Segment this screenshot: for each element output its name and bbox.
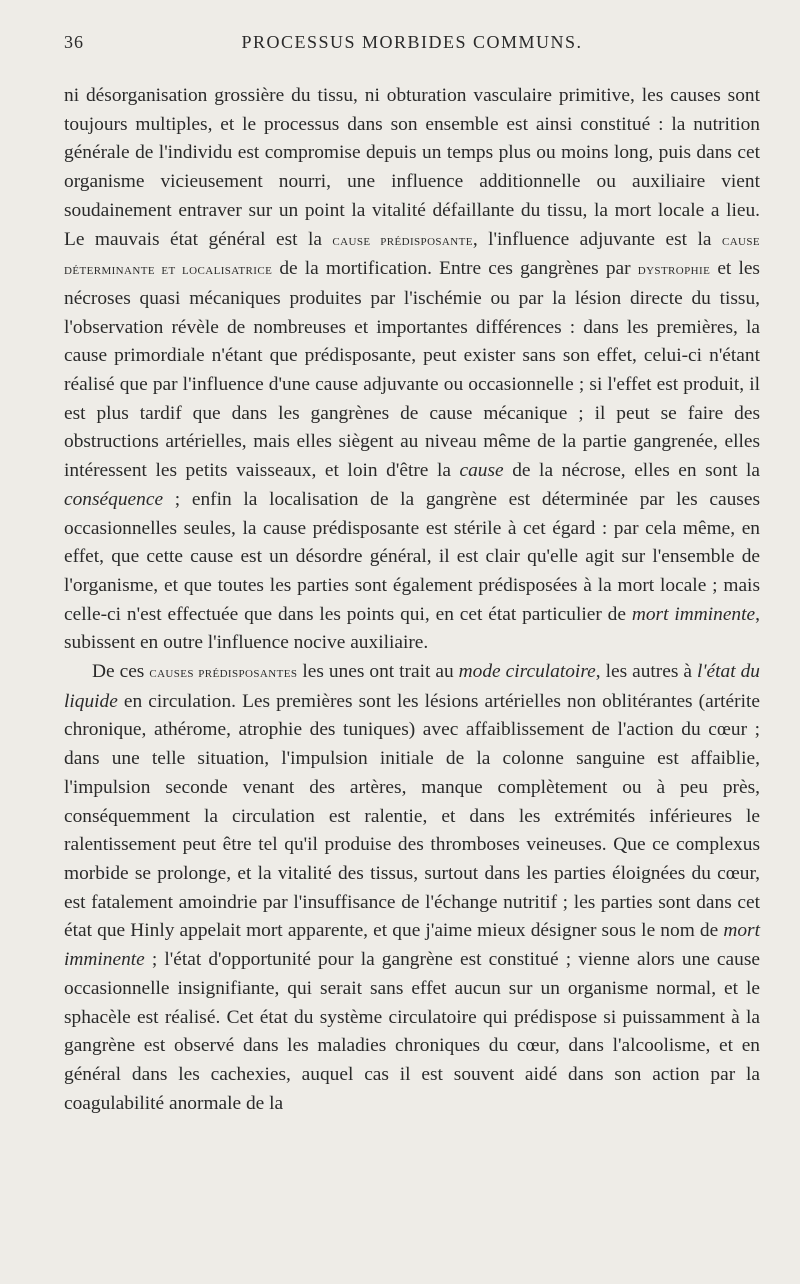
text-run: ni désorganisation grossière du tissu, ni obturation vasculaire primitive, les causes sont toujours multiples, et le processus dans son ensemble est ainsi constitué : la nutrition générale de l'individu est compromise depuis un temps plus ou moins long, puis dans cet organisme vicieusement nourri, une influence additionnelle ou auxiliaire vient soudainement entraver sur un point la vitalité défaillante du tissu, la mort locale a lieu. Le mauvais état général est la [64,85,760,250]
running-head [64,32,760,58]
small-caps-term: cause prédisposante [332,232,473,249]
italic-term: mort imminente [64,920,760,971]
text-run: et les nécroses quasi mécaniques produites par l'ischémie ou par la lésion directe du tissu, l'observation révèle de nombreuses et importantes différences : dans les premières, la cause primordiale n'étant que prédisposante, peut exister sans son effet, celui-ci n'étant réalisé que par l'influence d'une cause adjuvante ou occasionnelle ; si l'effet est produit, il est plus tardif que dans les gangrènes de cause mécanique ; il peut se faire des obstructions artérielles, mais elles siègent au niveau même de la partie gangrenée, elles intéressent les petits vaisseaux, et loin d'être la [64,258,760,482]
text-run: ; l'état d'opportunité pour la gangrène est constitué ; vienne alors une cause occasionnelle insignifiante, qui serait sans effet aucun sur un organisme normal, et le sphacèle est réalisé. Cet état du système circulatoire qui prédispose si puissamment à la gangrène est observé dans les maladies chroniques du cœur, dans l'alcoolisme, et en général dans les cachexies, auquel cas il est souvent aidé dans son action par la coagulabilité anormale de la [64,949,760,1114]
small-caps-term: cause déterminante et localisatrice [64,232,761,279]
body-text [64,82,760,1118]
italic-term: cause [459,460,504,482]
text-run: ; enfin la localisation de la gangrène est déterminée par les causes occasionnelles seules, la cause prédisposante est stérile à cet égard : par cela même, en effet, que cette cause est un désordre général, il est clair qu'elle agit sur l'ensemble de l'organisme, et que toutes les parties sont également prédisposées à la mort locale ; mais celle-ci n'est effectuée que dans les points qui, en cet état particulier de [64,488,760,625]
text-run: , l'influence adjuvante est la [472,228,722,250]
text-run: les unes ont trait au [297,661,459,683]
text-run: de la nécrose, elles en sont la [503,460,760,482]
page-number: 36 [64,32,84,52]
paragraph-1 [64,82,760,658]
running-title: PROCESSUS MORBIDES COMMUNS. [241,32,583,52]
text-run: en circulation. Les premières sont les lésions artérielles non oblitérantes (artérite chronique, athérome, atrophie des tuniques) avec affaiblissement de l'action du cœur ; dans une telle situation, l'impulsion initiale de la colonne sanguine est affaiblie, l'impulsion seconde venant des artères, manque complètement ou à peu près, conséquemment la circulation est ralentie, et dans les extrémités inférieures le ralentissement peut être tel qu'il produise des thromboses veineuses. Que ce complexus morbide se prolonge, et la vitalité des tissus, surtout dans les parties éloignées du cœur, est fatalement amoindrie par l'insuffisance de l'échange nutritif ; les parties sont dans cet état que Hinly appelait mort apparente, et que j'aime mieux désigner sous le nom de [64,690,760,942]
small-caps-term: causes prédisposantes [149,665,298,682]
text-run: de la mortification. Entre ces gangrènes par [272,258,638,280]
small-caps-term: dystrophie [637,262,711,279]
text-run: , subissent en outre l'influence nocive auxiliaire. [64,603,760,654]
italic-term: conséquence [64,488,164,510]
paragraph-2 [64,658,760,1118]
italic-term: mode circulatoire [458,661,596,683]
text-run: , les autres à [595,661,697,683]
italic-term: mort imminente [631,603,756,625]
text-run: De ces [92,661,150,683]
italic-term: l'état du liquide [64,661,760,712]
